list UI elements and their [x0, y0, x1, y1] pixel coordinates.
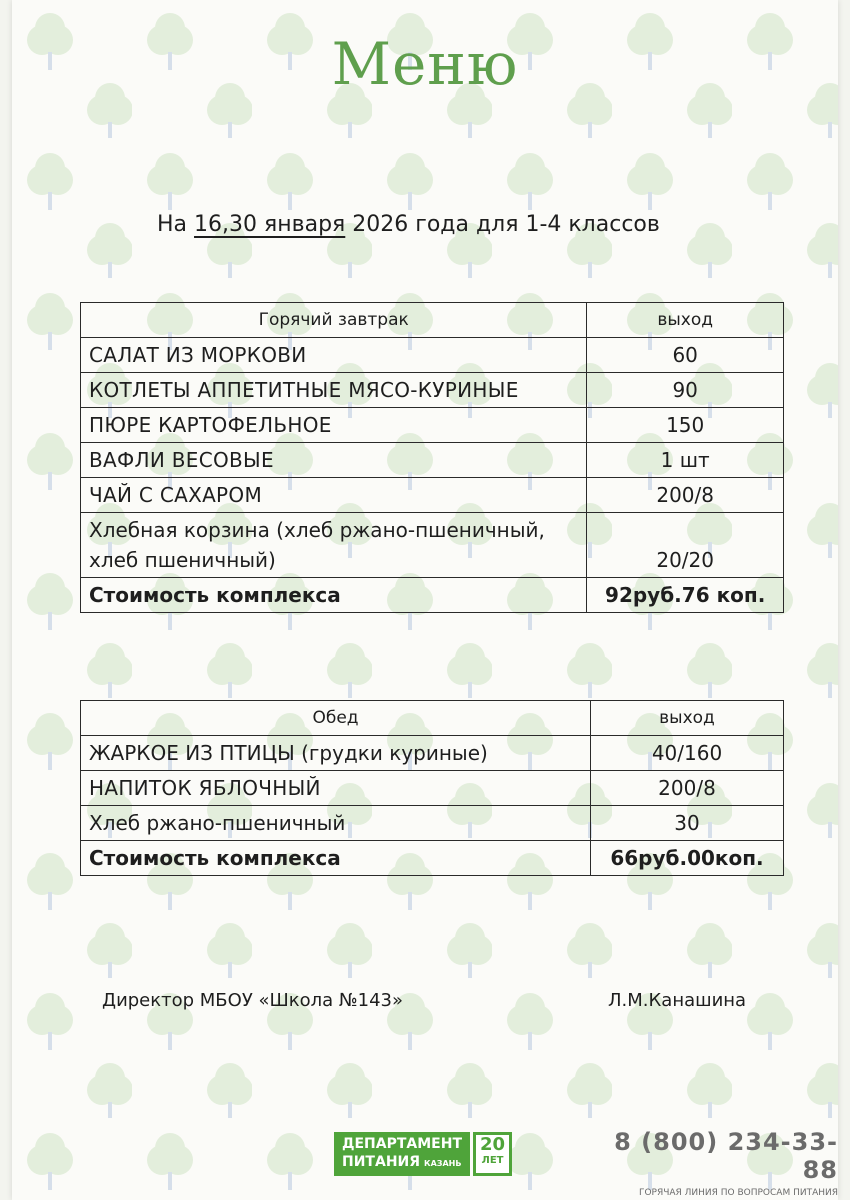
table-row: [81, 513, 784, 578]
logo-line-1: ДЕПАРТАМЕНТ: [342, 1136, 462, 1152]
menu-date-line: [157, 212, 660, 237]
dish-out: 150: [587, 408, 784, 443]
table-row: [81, 806, 784, 841]
table-row: [81, 478, 784, 513]
logo-city: КАЗАНЬ: [424, 1159, 462, 1168]
total-price: 66руб.00коп.: [591, 841, 784, 876]
breakfast-table: [80, 302, 784, 613]
table-row: [81, 736, 784, 771]
date-suffix: 2026 года для 1-4 классов: [352, 212, 660, 237]
dish-out: 200/8: [587, 478, 784, 513]
dish-name: ПЮРЕ КАРТОФЕЛЬНОЕ: [81, 408, 587, 443]
total-label: Стоимость комплекса: [81, 578, 587, 613]
table-row: [81, 373, 784, 408]
department-logo: [334, 1132, 512, 1176]
total-row: [81, 841, 784, 876]
director-position: Директор МБОУ «Школа №143»: [102, 990, 404, 1011]
anniversary-badge: [473, 1132, 512, 1176]
menu-date: 16,30 января: [194, 212, 346, 237]
dish-out: 20/20: [587, 513, 784, 578]
table-row: [81, 338, 784, 373]
dish-name: Хлебная корзина (хлеб ржано-пшеничный, хлеб пшеничный): [81, 513, 587, 578]
out-header: выход: [587, 303, 784, 338]
dish-name: ЖАРКОЕ ИЗ ПТИЦЫ (грудки куриные): [81, 736, 591, 771]
page-title: Меню: [331, 30, 519, 98]
menu-sheet: [12, 0, 838, 1200]
meal-header: Горячий завтрак: [81, 303, 587, 338]
director-name: Л.М.Канашина: [608, 990, 747, 1011]
table-row: [81, 771, 784, 806]
dish-name: ВАФЛИ ВЕСОВЫЕ: [81, 443, 587, 478]
dish-name: НАПИТОК ЯБЛОЧНЫЙ: [81, 771, 591, 806]
table-header-row: [81, 303, 784, 338]
dish-name: Хлеб ржано-пшеничный: [81, 806, 591, 841]
dish-out: 60: [587, 338, 784, 373]
logo-wordmark: [334, 1132, 470, 1176]
badge-number: 20: [480, 1134, 506, 1155]
dish-out: 1 шт: [587, 443, 784, 478]
dish-name: ЧАЙ С САХАРОМ: [81, 478, 587, 513]
total-label: Стоимость комплекса: [81, 841, 591, 876]
date-prefix: На: [157, 212, 188, 237]
dish-out: 90: [587, 373, 784, 408]
table-header-row: [81, 701, 784, 736]
dish-out: 200/8: [591, 771, 784, 806]
table-row: [81, 443, 784, 478]
total-price: 92руб.76 коп.: [587, 578, 784, 613]
dish-out: 40/160: [591, 736, 784, 771]
hotline-block: [582, 1128, 838, 1198]
dish-out: 30: [591, 806, 784, 841]
total-row: [81, 578, 784, 613]
table-row: [81, 408, 784, 443]
out-header: выход: [591, 701, 784, 736]
dish-name: САЛАТ ИЗ МОРКОВИ: [81, 338, 587, 373]
hotline-phone: 8 (800) 234-33-88: [614, 1128, 838, 1184]
meal-header: Обед: [81, 701, 591, 736]
logo-line-2: ПИТАНИЯ КАЗАНЬ: [342, 1154, 462, 1170]
lunch-table: [80, 700, 784, 876]
badge-word: ЛЕТ: [481, 1155, 504, 1166]
hotline-caption: ГОРЯЧАЯ ЛИНИЯ ПО ВОПРОСАМ ПИТАНИЯ: [638, 1188, 838, 1198]
dish-name: КОТЛЕТЫ АППЕТИТНЫЕ МЯСО-КУРИНЫЕ: [81, 373, 587, 408]
